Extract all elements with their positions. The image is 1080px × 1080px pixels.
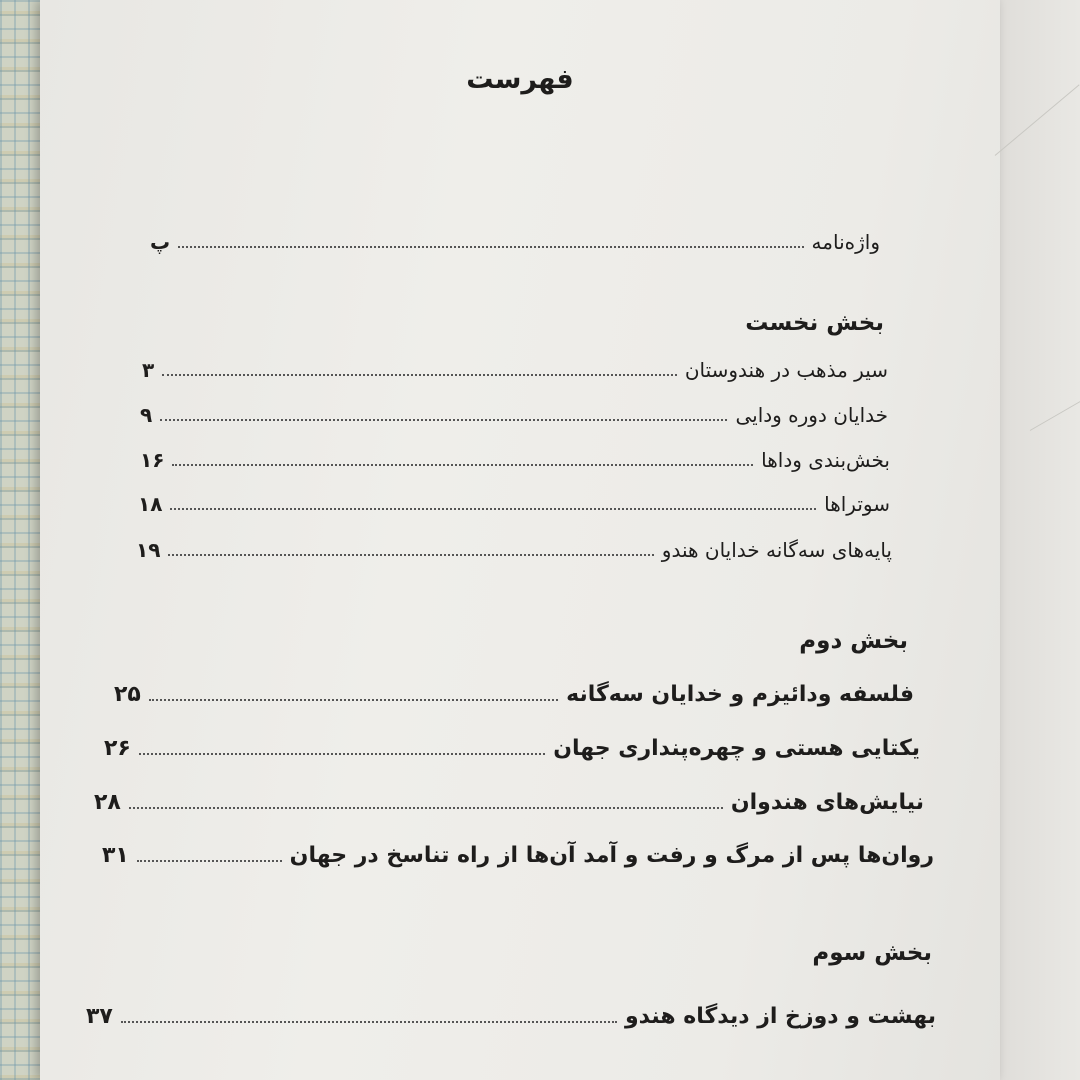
toc-entry-label: نیایش‌های هندوان <box>730 790 924 815</box>
leader-dots <box>149 699 558 701</box>
toc-page-number: ۲۵ <box>114 682 141 707</box>
toc-entry <box>86 1004 936 1029</box>
leader-dots <box>162 374 677 376</box>
leader-dots <box>178 246 803 248</box>
leader-dots <box>129 807 723 809</box>
toc-entry-label: روان‌ها پس از مرگ و رفت و آمد آن‌ها از راه تناسخ در جهان <box>289 843 934 868</box>
section-heading: بخش نخست <box>745 310 884 336</box>
toc-page-number: ۹ <box>140 403 153 427</box>
leader-dots <box>170 508 816 510</box>
toc-entry <box>140 403 888 427</box>
toc-page-number: ۲۸ <box>94 790 121 815</box>
toc-page-number: ۱۶ <box>140 448 165 472</box>
toc-entry-label: یکتایی هستی و چهره‌پنداری جهان <box>553 736 920 761</box>
section-heading: بخش سوم <box>812 940 932 966</box>
toc-entry-label: خدایان دوره ودایی <box>735 403 888 427</box>
toc-entry-label: پایه‌های سه‌گانه خدایان هندو <box>661 538 892 562</box>
toc-entry <box>114 682 914 707</box>
leader-dots <box>160 419 727 421</box>
leader-dots <box>172 464 753 466</box>
toc-page-number: ۳۱ <box>102 843 129 868</box>
toc-entry <box>138 492 890 516</box>
toc-entry <box>102 843 934 868</box>
toc-entry-label: بهشت و دوزخ از دیدگاه هندو <box>624 1004 936 1029</box>
toc-entry <box>142 358 888 382</box>
toc-entry <box>150 230 880 254</box>
toc-title: فهرست <box>466 64 574 95</box>
toc-page-number: ۱۸ <box>138 492 163 516</box>
toc-page-number: ۳۷ <box>86 1004 113 1029</box>
leader-dots <box>168 554 653 556</box>
toc-entry-label: سوتراها <box>824 492 890 516</box>
toc-entry-label: واژه‌نامه <box>811 230 880 254</box>
toc-page-number: ۱۹ <box>136 538 161 562</box>
section-heading: بخش دوم <box>799 628 908 654</box>
toc-entry-label: سیر مذهب در هندوستان <box>684 358 888 382</box>
toc-page-number: ۳ <box>142 358 155 382</box>
toc-entry <box>104 736 920 761</box>
leader-dots <box>139 753 545 755</box>
toc-page-number: ۲۶ <box>104 736 131 761</box>
toc-entry <box>140 448 890 472</box>
toc-entry-label: فلسفه ودائیزم و خدایان سه‌گانه <box>566 682 914 707</box>
toc-entry-label: بخش‌بندی وداها <box>761 448 890 472</box>
leader-dots <box>121 1021 617 1023</box>
toc-page-number: پ <box>150 230 171 254</box>
toc-entry <box>136 538 892 562</box>
leader-dots <box>137 860 282 862</box>
toc-entry <box>94 790 924 815</box>
